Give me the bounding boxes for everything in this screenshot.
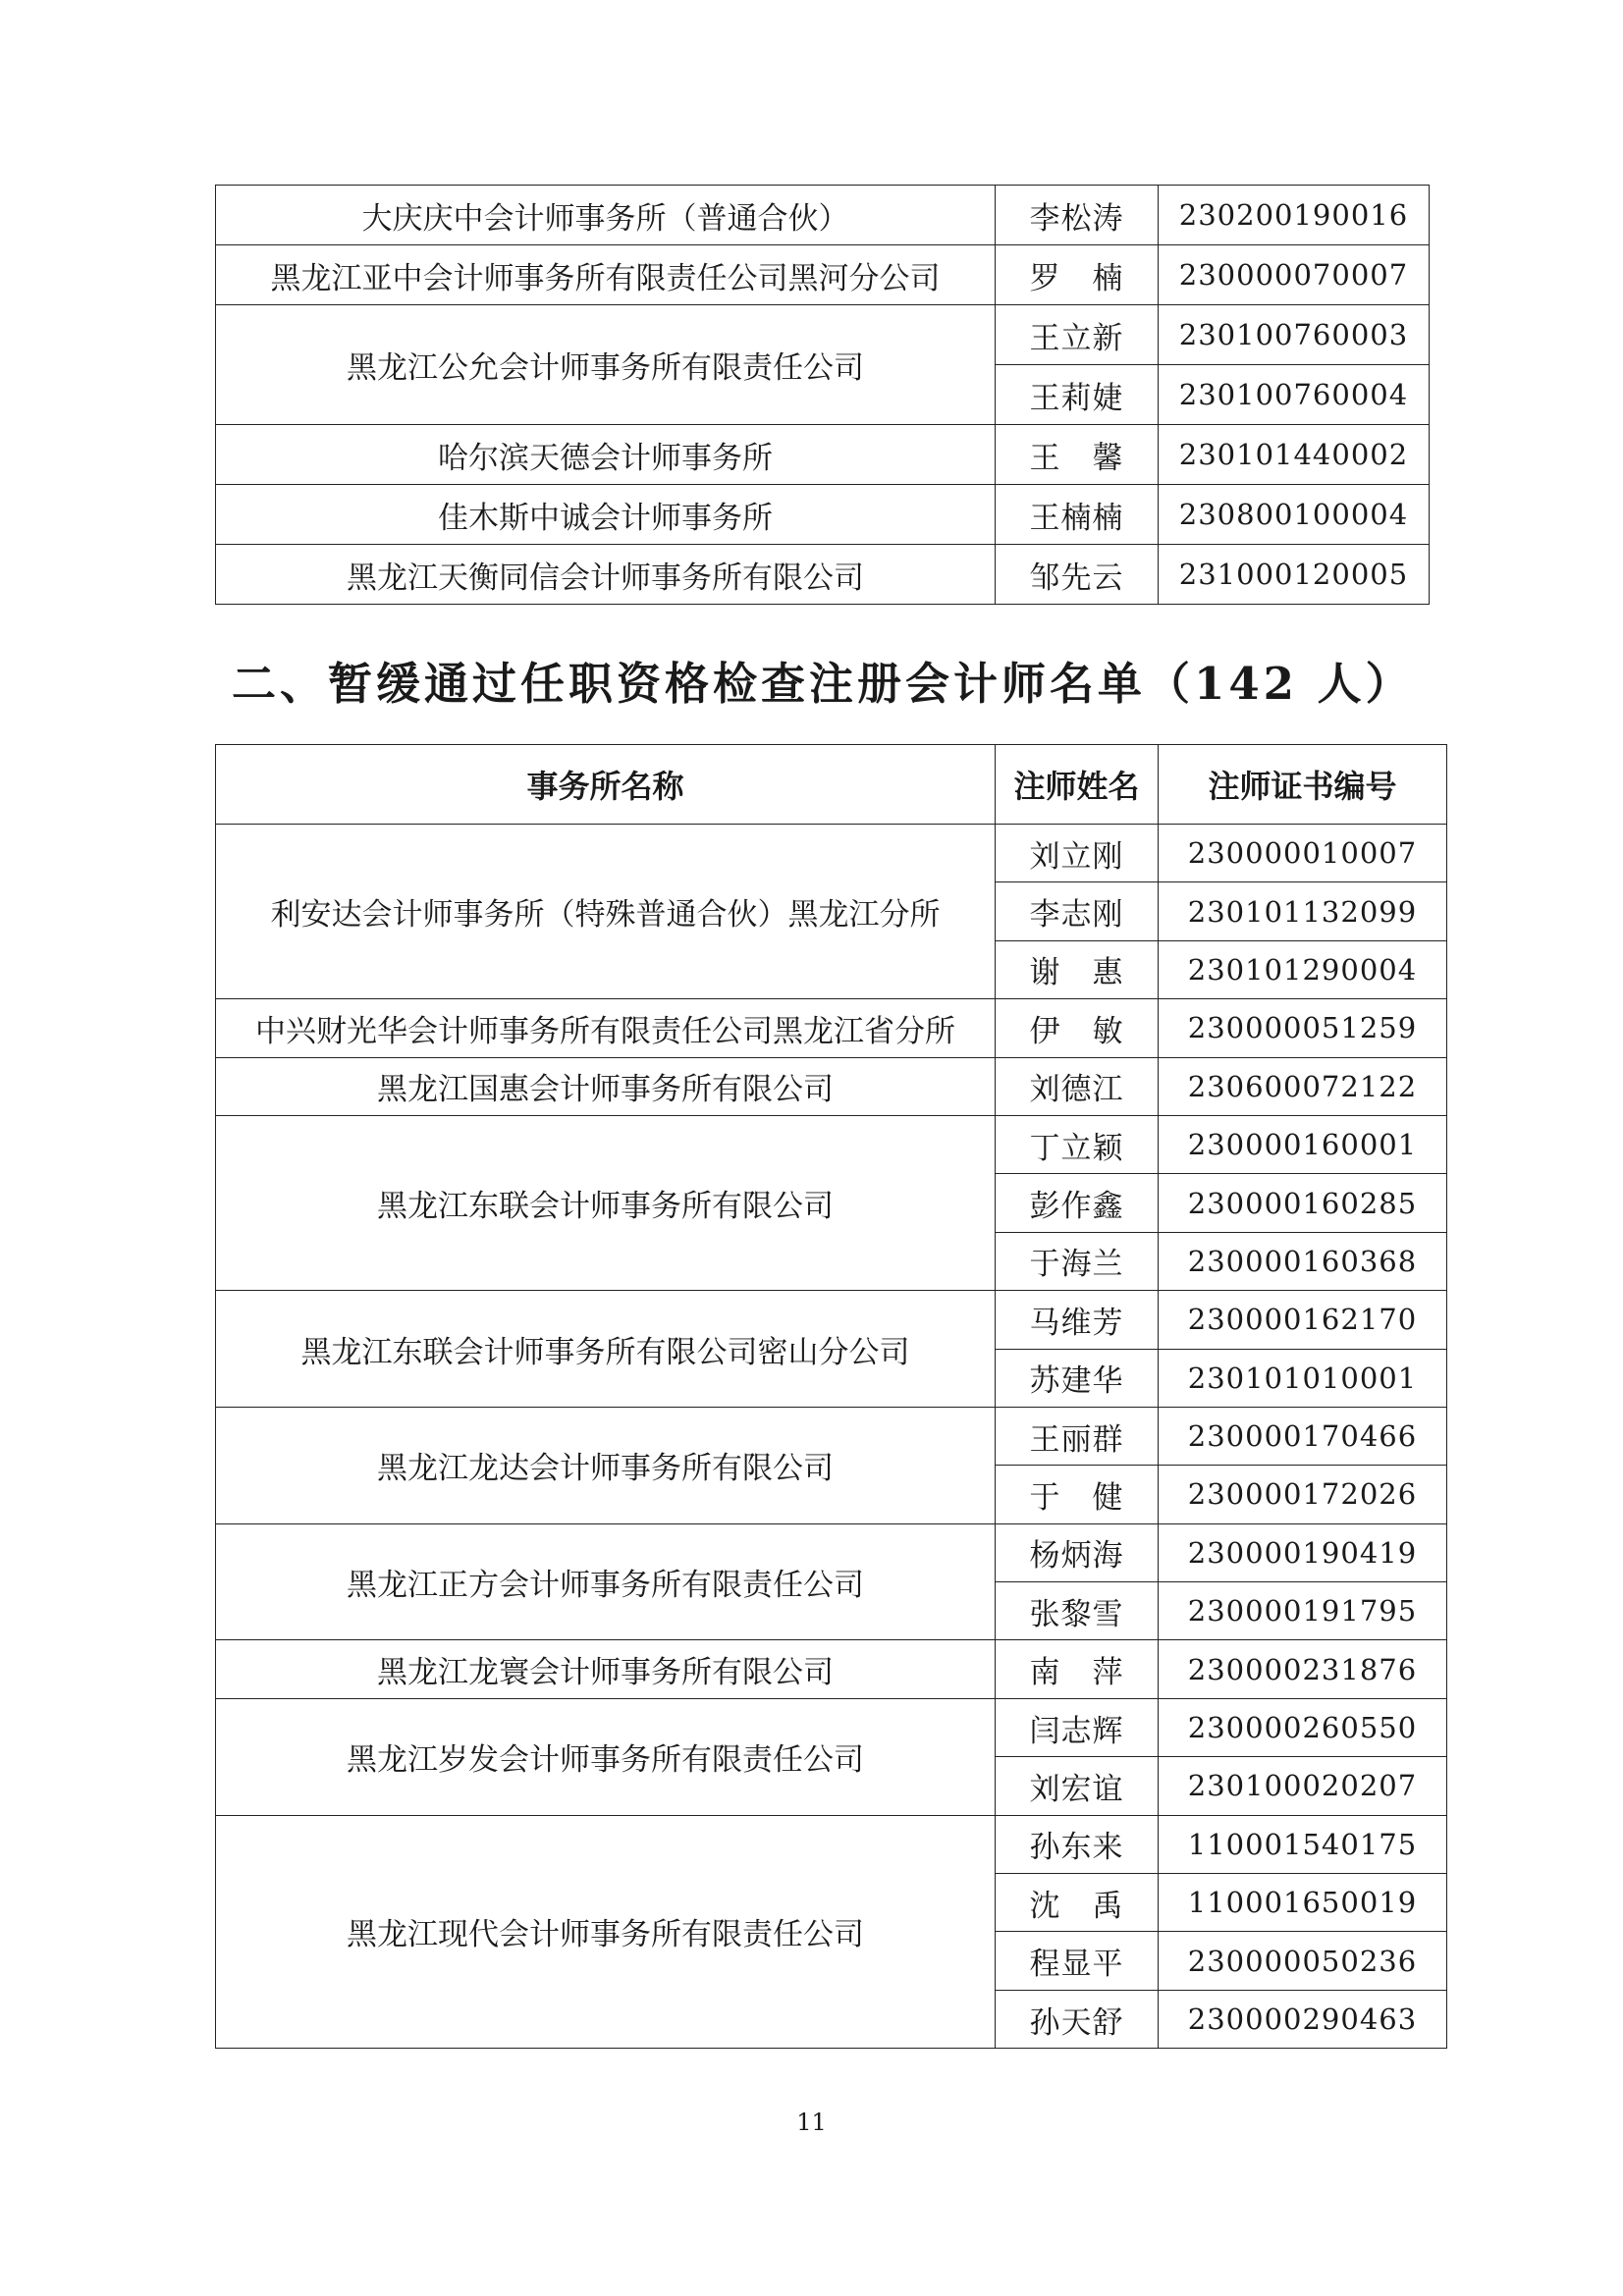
accountant-name-cell: 王莉婕	[996, 365, 1159, 425]
table-row	[216, 186, 1430, 245]
accountant-name-cell: 张黎雪	[996, 1582, 1159, 1640]
table-row	[216, 425, 1430, 485]
certificate-number-cell: 230000160285	[1159, 1174, 1447, 1232]
firm-name-cell: 大庆庆中会计师事务所（普通合伙）	[216, 186, 996, 245]
firm-name-cell: 黑龙江正方会计师事务所有限责任公司	[216, 1523, 996, 1640]
table-row	[216, 485, 1430, 545]
table-row	[216, 545, 1430, 605]
certificate-number-cell: 230000170466	[1159, 1407, 1447, 1465]
certificate-number-cell: 230000290463	[1159, 1990, 1447, 2048]
certificate-number-cell: 230000050236	[1159, 1932, 1447, 1990]
firm-name-cell: 黑龙江亚中会计师事务所有限责任公司黑河分公司	[216, 245, 996, 305]
firm-name-cell: 中兴财光华会计师事务所有限责任公司黑龙江省分所	[216, 999, 996, 1057]
certificate-number-cell: 230000070007	[1159, 245, 1430, 305]
accountant-name-cell: 谢 惠	[996, 940, 1159, 998]
certificate-number-cell: 110001540175	[1159, 1815, 1447, 1873]
accountant-name-cell: 王丽群	[996, 1407, 1159, 1465]
certificate-number-cell: 230000160001	[1159, 1115, 1447, 1173]
certificate-number-cell: 230000051259	[1159, 999, 1447, 1057]
certificate-number-cell: 230100760004	[1159, 365, 1430, 425]
header-certificate-number: 注师证书编号	[1159, 745, 1447, 825]
firm-name-cell: 黑龙江天衡同信会计师事务所有限公司	[216, 545, 996, 605]
table-row	[216, 1057, 1447, 1115]
certificate-number-cell: 230800100004	[1159, 485, 1430, 545]
firm-name-cell: 黑龙江东联会计师事务所有限公司	[216, 1115, 996, 1290]
accountant-name-cell: 杨炳海	[996, 1523, 1159, 1581]
firm-name-cell: 佳木斯中诚会计师事务所	[216, 485, 996, 545]
accountant-name-cell: 程显平	[996, 1932, 1159, 1990]
certificate-number-cell: 230101290004	[1159, 940, 1447, 998]
certificate-number-cell: 230200190016	[1159, 186, 1430, 245]
accountant-name-cell: 伊 敏	[996, 999, 1159, 1057]
section-heading: 二、暂缓通过任职资格检查注册会计师名单（142 人）	[232, 658, 1414, 710]
firm-name-cell: 黑龙江现代会计师事务所有限责任公司	[216, 1815, 996, 2049]
certificate-number-cell: 230000162170	[1159, 1291, 1447, 1349]
accountant-name-cell: 南 萍	[996, 1640, 1159, 1698]
accountant-name-cell: 李志刚	[996, 882, 1159, 940]
accountant-name-cell: 王 馨	[996, 425, 1159, 485]
certificate-number-cell: 230000190419	[1159, 1523, 1447, 1581]
firm-name-cell: 利安达会计师事务所（特殊普通合伙）黑龙江分所	[216, 825, 996, 999]
table-row	[216, 1523, 1447, 1581]
table-row	[216, 1698, 1447, 1756]
continued-accountant-table	[215, 185, 1430, 605]
certificate-number-cell: 230100760003	[1159, 305, 1430, 365]
certificate-number-cell: 230600072122	[1159, 1057, 1447, 1115]
accountant-name-cell: 丁立颖	[996, 1115, 1159, 1173]
accountant-name-cell: 刘宏谊	[996, 1757, 1159, 1815]
table-row	[216, 999, 1447, 1057]
certificate-number-cell: 231000120005	[1159, 545, 1430, 605]
certificate-number-cell: 230000172026	[1159, 1466, 1447, 1523]
certificate-number-cell: 230101132099	[1159, 882, 1447, 940]
accountant-name-cell: 孙东来	[996, 1815, 1159, 1873]
header-accountant-name: 注师姓名	[996, 745, 1159, 825]
accountant-name-cell: 王楠楠	[996, 485, 1159, 545]
accountant-name-cell: 马维芳	[996, 1291, 1159, 1349]
table-header-row	[216, 745, 1447, 825]
firm-name-cell: 哈尔滨天德会计师事务所	[216, 425, 996, 485]
certificate-number-cell: 230000231876	[1159, 1640, 1447, 1698]
table-row	[216, 245, 1430, 305]
table-row	[216, 1815, 1447, 1873]
deferred-table-body	[216, 825, 1447, 2049]
page-number: 11	[796, 2109, 827, 2136]
accountant-name-cell: 于 健	[996, 1466, 1159, 1523]
firm-name-cell: 黑龙江国惠会计师事务所有限公司	[216, 1057, 996, 1115]
deferred-accountant-table	[215, 744, 1447, 2049]
table-row	[216, 1640, 1447, 1698]
certificate-number-cell: 230000191795	[1159, 1582, 1447, 1640]
accountant-name-cell: 罗 楠	[996, 245, 1159, 305]
accountant-name-cell: 闫志辉	[996, 1698, 1159, 1756]
accountant-name-cell: 刘立刚	[996, 825, 1159, 882]
table-row	[216, 1115, 1447, 1173]
certificate-number-cell: 230101010001	[1159, 1349, 1447, 1407]
continued-table-body	[216, 186, 1430, 605]
certificate-number-cell: 230101440002	[1159, 425, 1430, 485]
table-row	[216, 305, 1430, 365]
accountant-name-cell: 于海兰	[996, 1232, 1159, 1290]
table-row	[216, 825, 1447, 882]
accountant-name-cell: 李松涛	[996, 186, 1159, 245]
certificate-number-cell: 110001650019	[1159, 1874, 1447, 1932]
accountant-name-cell: 刘德江	[996, 1057, 1159, 1115]
firm-name-cell: 黑龙江东联会计师事务所有限公司密山分公司	[216, 1291, 996, 1408]
accountant-name-cell: 王立新	[996, 305, 1159, 365]
firm-name-cell: 黑龙江公允会计师事务所有限责任公司	[216, 305, 996, 425]
accountant-name-cell: 苏建华	[996, 1349, 1159, 1407]
accountant-name-cell: 邹先云	[996, 545, 1159, 605]
certificate-number-cell: 230100020207	[1159, 1757, 1447, 1815]
accountant-name-cell: 沈 禹	[996, 1874, 1159, 1932]
firm-name-cell: 黑龙江龙达会计师事务所有限公司	[216, 1407, 996, 1523]
firm-name-cell: 黑龙江岁发会计师事务所有限责任公司	[216, 1698, 996, 1815]
certificate-number-cell: 230000160368	[1159, 1232, 1447, 1290]
firm-name-cell: 黑龙江龙寰会计师事务所有限公司	[216, 1640, 996, 1698]
table-row	[216, 1291, 1447, 1349]
certificate-number-cell: 230000010007	[1159, 825, 1447, 882]
accountant-name-cell: 彭作鑫	[996, 1174, 1159, 1232]
certificate-number-cell: 230000260550	[1159, 1698, 1447, 1756]
table-row	[216, 1407, 1447, 1465]
header-firm-name: 事务所名称	[216, 745, 996, 825]
accountant-name-cell: 孙天舒	[996, 1990, 1159, 2048]
